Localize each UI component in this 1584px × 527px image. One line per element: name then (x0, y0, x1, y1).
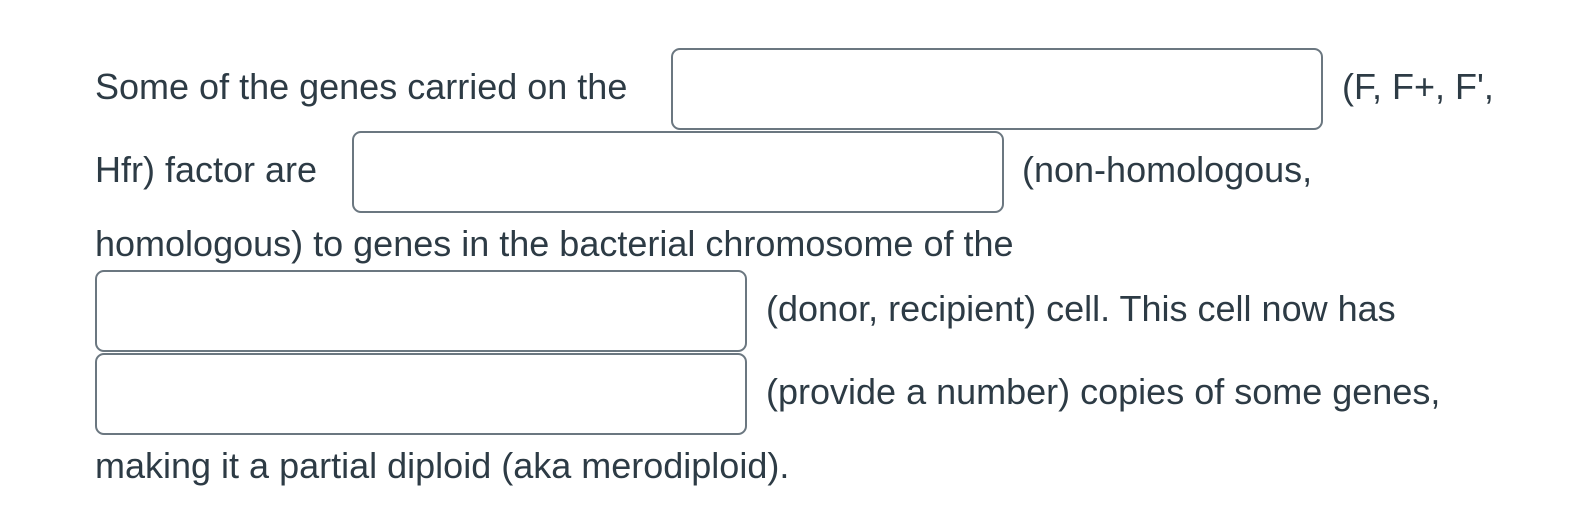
copy-number-hint: (provide a number) copies of some genes, (766, 371, 1441, 412)
cell-type-hint: (donor, recipient) cell. This cell now has (766, 288, 1396, 329)
question-text-line-2: Hfr) factor are (95, 149, 318, 190)
blank-factor-type-input[interactable] (671, 48, 1323, 130)
blank-homology-input[interactable] (352, 131, 1004, 213)
question-text-line-1: Some of the genes carried on the (95, 66, 628, 107)
factor-type-hint: (F, F+, F', (1342, 66, 1494, 107)
question-text-line-6: making it a partial diploid (aka merodiploid). (95, 445, 790, 486)
homology-hint: (non-homologous, (1022, 149, 1313, 190)
blank-copy-number-input[interactable] (95, 353, 747, 435)
question-text-line-3: homologous) to genes in the bacterial chromosome of the (95, 223, 1014, 264)
blank-cell-type-input[interactable] (95, 270, 747, 352)
